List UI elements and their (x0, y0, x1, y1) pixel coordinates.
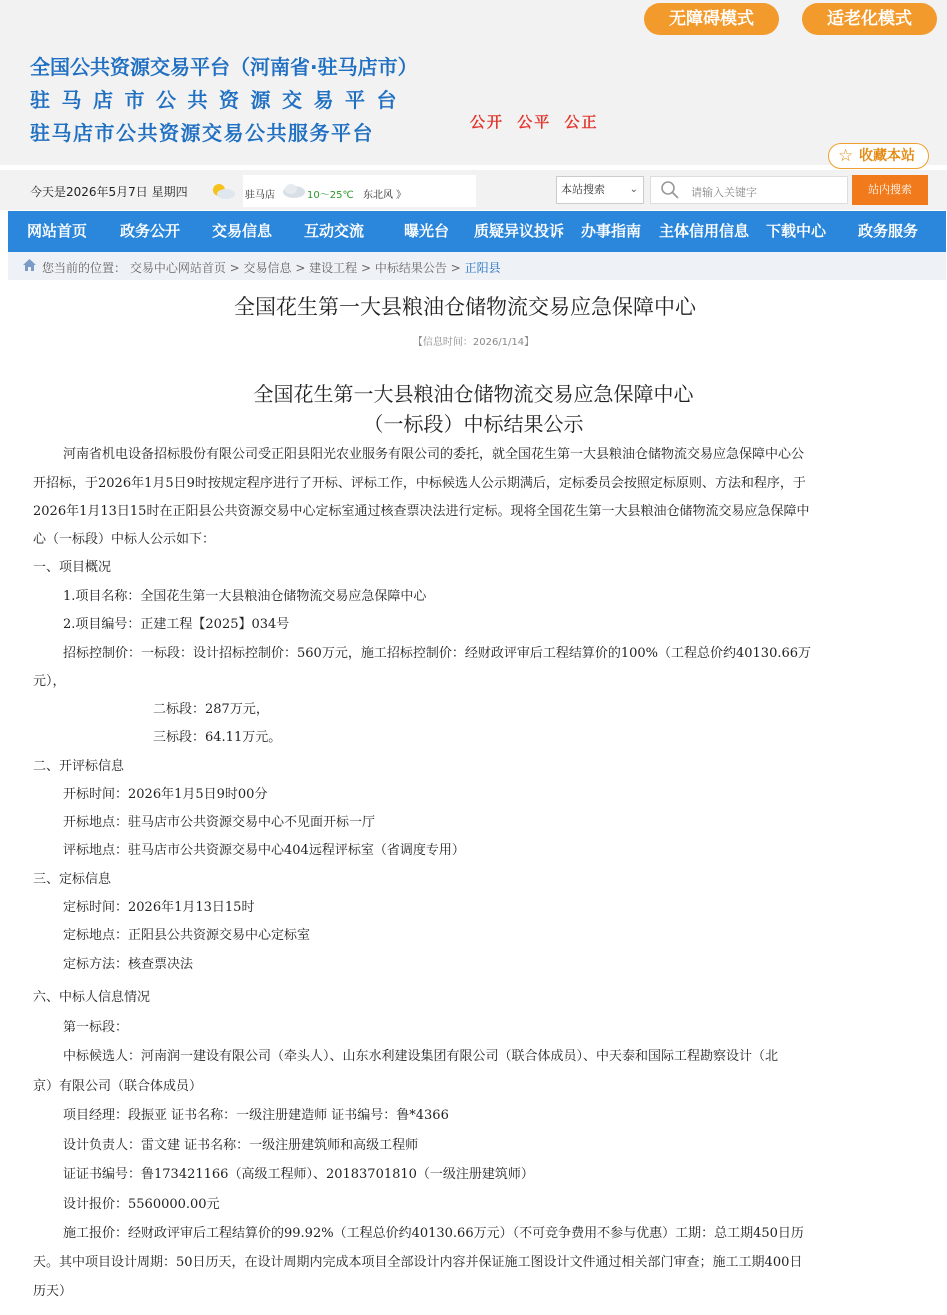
paragraph-line: 历天） (33, 1284, 73, 1299)
paragraph-line: 2.项目编号：正建工程【2025】034号 (63, 617, 290, 632)
nav-exposure[interactable]: 曝光台 (404, 222, 450, 240)
paragraph-line: 定标方法：核查票决法 (63, 957, 194, 972)
paragraph-line: 定标地点：正阳县公共资源交易中心定标室 (63, 928, 311, 943)
nav-credit-info[interactable]: 主体信用信息 (659, 222, 750, 240)
page-title: 全国花生第一大县粮油仓储物流交易应急保障中心 (234, 295, 696, 319)
paragraph-line: 施工报价：经财政评审后工程结算价的99.92%（工程总价约40130.66万元）（不可竞争费用不参与优惠）工期：总工期450日历 (63, 1226, 804, 1241)
search-scope-select[interactable] (556, 176, 644, 204)
section-heading: 三、定标信息 (33, 872, 112, 887)
weather-temperature: 10～25℃ (307, 190, 354, 201)
breadcrumb-links[interactable]: 您当前的位置： 交易中心网站首页 > 交易信息 > 建设工程 > 中标结果公告 > (42, 261, 465, 275)
home-icon (22, 258, 37, 272)
breadcrumb (8, 252, 946, 280)
paragraph-line: 评标地点：驻马店市公共资源交易中心404远程评标室（省调度专用） (63, 843, 465, 858)
sun-cloud-icon (208, 180, 236, 200)
section-heading: 一、项目概况 (33, 560, 112, 575)
star-icon: ☆ (838, 146, 854, 166)
paragraph-line: 元）， (33, 674, 66, 689)
breadcrumb-current[interactable]: 正阳县 (464, 261, 501, 275)
document-title-line-1: 全国花生第一大县粮油仓储物流交易应急保障中心 (253, 382, 694, 406)
accessibility-mode-button[interactable]: 无障碍模式 (644, 3, 779, 35)
paragraph-line: 2026年1月13日15时在正阳县公共资源交易中心定标室通过核查票决法进行定标。现将全国花生第一大县粮油仓储物流交易应急保障中 (33, 504, 810, 519)
paragraph-line: 三标段：64.11万元。 (153, 730, 282, 745)
weather-wind[interactable]: 东北风 》 (363, 190, 407, 201)
paragraph-line: 证证书编号：鲁173421166（高级工程师）、20183701810（一级注册建筑师） (63, 1167, 534, 1182)
site-title-service-platform: 驻马店市公共资源交易公共服务平台 (30, 121, 374, 145)
slogan: 公开 公平 公正 (470, 113, 599, 131)
chevron-down-icon: ⌄ (629, 184, 638, 195)
cloud-icon (281, 181, 307, 199)
bookmark-label: 收藏本站 (859, 148, 915, 164)
info-time: 【信息时间：2026/1/14】 (412, 337, 535, 348)
search-scope-value: 本站搜索 (561, 183, 605, 196)
nav-downloads[interactable]: 下载中心 (766, 222, 827, 240)
nav-guide[interactable]: 办事指南 (581, 222, 642, 240)
paragraph-line: 开标地点：驻马店市公共资源交易中心不见面开标一厅 (63, 815, 376, 830)
nav-interaction[interactable]: 互动交流 (304, 222, 365, 240)
site-title-city-platform: 驻马店市公共资源交易平台 (30, 88, 408, 112)
paragraph-line: 第一标段： (63, 1020, 129, 1035)
paragraph-line: 开标时间：2026年1月5日9时00分 (63, 787, 268, 802)
search-placeholder: 请输入关键字 (691, 186, 757, 199)
site-title-national: 全国公共资源交易平台（河南省·驻马店市） (30, 55, 418, 79)
paragraph-line: 设计负责人：雷文建 证书名称：一级注册建筑师和高级工程师 (63, 1138, 419, 1153)
breadcrumb-path[interactable] (42, 259, 501, 276)
paragraph-line: 定标时间：2026年1月13日15时 (63, 900, 255, 915)
nav-gov-services[interactable]: 政务服务 (858, 222, 919, 240)
main-nav (8, 211, 946, 252)
paragraph-line: 京）有限公司（联合体成员） (33, 1079, 203, 1094)
nav-home[interactable]: 网站首页 (27, 222, 88, 240)
paragraph-line: 开招标，于2026年1月5日9时按规定程序进行了开标、评标工作，中标候选人公示期满后，定标委员会按照定标原则、方法和程序，于 (33, 476, 806, 491)
paragraph-line: 心（一标段）中标人公示如下： (33, 532, 216, 547)
paragraph-line: 河南省机电设备招标股份有限公司受正阳县阳光农业服务有限公司的委托，就全国花生第一大县粮油仓储物流交易应急保障中心公 (63, 447, 805, 462)
search-icon (660, 180, 680, 200)
site-search-button[interactable]: 站内搜索 (852, 175, 928, 205)
paragraph-line: 中标候选人：河南润一建设有限公司（牵头人）、山东水利建设集团有限公司（联合体成员）、中天泰和国际工程勘察设计（北 (63, 1049, 779, 1064)
paragraph-line: 设计报价：5560000.00元 (63, 1197, 220, 1212)
paragraph-line: 天。其中项目设计周期：50日历天，在设计周期内完成本项目全部设计内容并保证施工图设计文件通过相关部门审查；施工工期400日 (33, 1255, 803, 1270)
paragraph-line: 1.项目名称：全国花生第一大县粮油仓储物流交易应急保障中心 (63, 589, 427, 604)
nav-government-affairs[interactable]: 政务公开 (120, 222, 181, 240)
paragraph-line: 项目经理：段振亚 证书名称：一级注册建造师 证书编号：鲁*4366 (63, 1108, 449, 1123)
weather-city: 驻马店 (245, 190, 275, 201)
section-heading: 六、中标人信息情况 (33, 990, 151, 1005)
paragraph-line: 招标控制价：一标段：设计招标控制价：560万元，施工招标控制价：经财政评审后工程结算价的100%（工程总价约40130.66万 (63, 646, 812, 661)
search-input[interactable] (650, 176, 848, 204)
bookmark-site-button[interactable] (828, 143, 929, 169)
weather-widget (243, 175, 476, 207)
current-date: 今天是2026年5月7日 星期四 (30, 185, 188, 199)
nav-complaints[interactable]: 质疑异议投诉 (474, 222, 565, 240)
elderly-mode-button[interactable]: 适老化模式 (802, 3, 937, 35)
document-title-line-2: （一标段）中标结果公示 (363, 412, 584, 436)
paragraph-line: 二标段：287万元， (153, 702, 269, 717)
section-heading: 二、开评标信息 (33, 759, 125, 774)
nav-trading-info[interactable]: 交易信息 (212, 222, 273, 240)
